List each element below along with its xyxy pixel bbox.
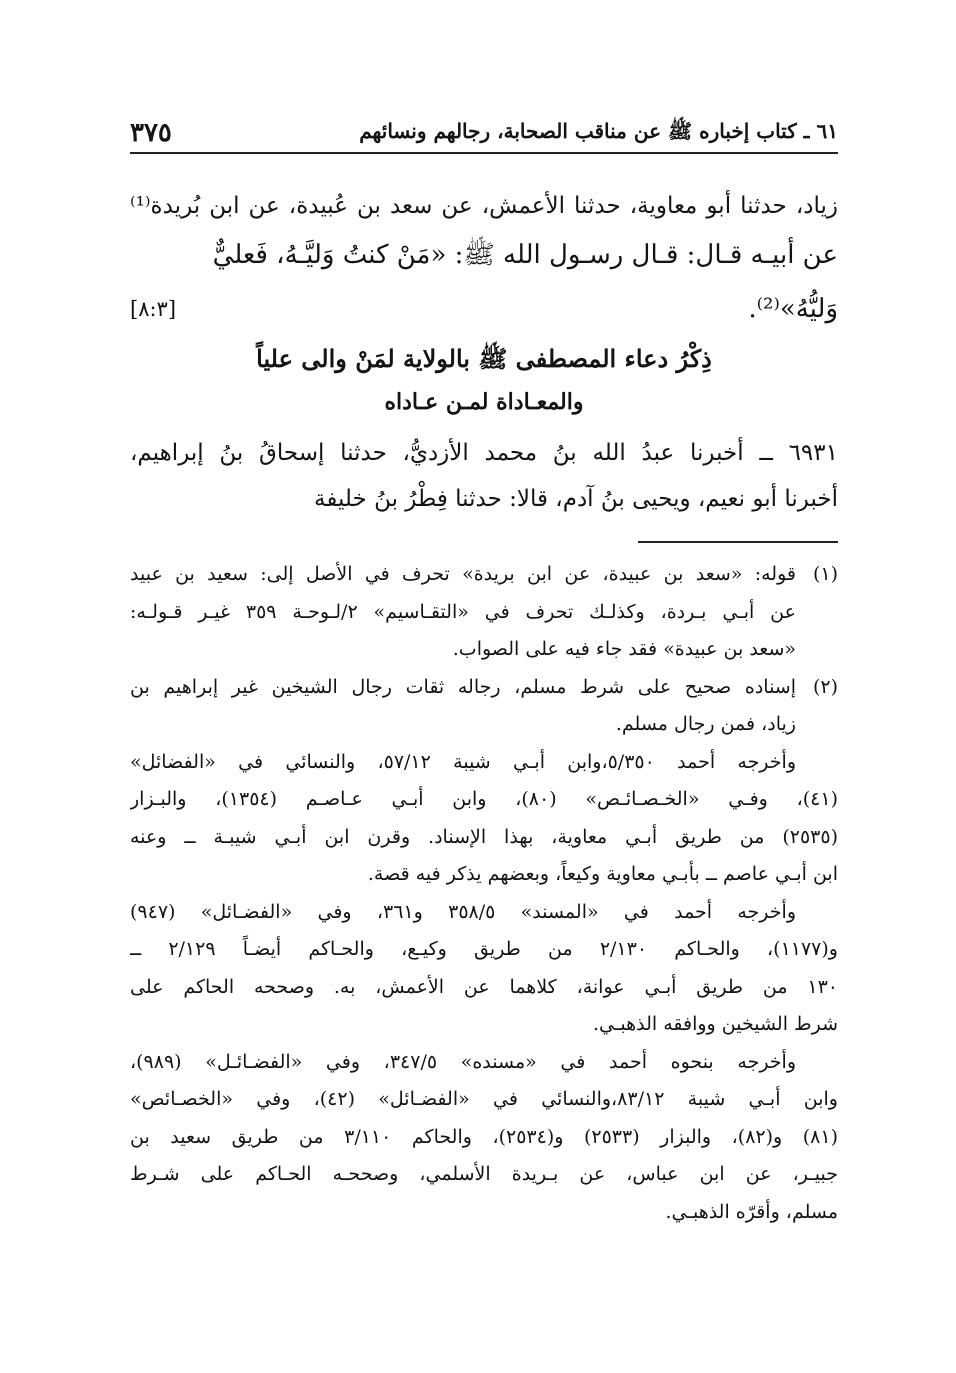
hadith-line: عن أبيـه قـال: قـال رسـول الله ﷺ: «مَنْ كنتُ وَليَّـهُ، فَعليٌّ: [212, 240, 838, 270]
footnote-paragraph: [130, 1044, 838, 1232]
text-line: زياد، حدثنا أبو معاوية، حدثنا الأعمش، عن سعد بن عُبيدة، عن ابن بُريدة⁽¹⁾: [130, 193, 838, 219]
footnote-line: عن أبـي بـردة، وكذلـك تحرف في «التقـاسيم» ٢/لـوحـة ٣٥٩ غيـر قـولـه:: [130, 600, 796, 623]
footnote-line: زياد، فمن رجال مسلم.: [615, 713, 796, 735]
footnote-line: (٢٥٣٥) من طريق أبـي معاوية، بهذا الإسناد. وقرن ابن أبـي شيبـة ــ وعنه: [130, 825, 838, 848]
footnote-text: [130, 669, 796, 744]
footnote-paragraph: [130, 744, 838, 894]
text-line: ٦٩٣١ ــ أخبرنا عبدُ الله بنُ محمد الأزديُّ، حدثنا إسحاقُ بنُ إبراهيم،: [130, 440, 838, 466]
footnote-line: (٤١)، وفـي «الخـصـائـص» (٨٠)، وابن أبـي عـاصـم (١٣٥٤)، والبـزار: [130, 788, 838, 810]
footnotes: [130, 556, 838, 1231]
heading-line-2: والمعـاداة لمـن عـاداه: [384, 389, 584, 415]
footnote-line: و(١١٧٧)، والحـاكم ٢/١٣٠ من طريق وكيـع، والحـاكم أيضـاً ٢/١٢٩ ــ: [130, 938, 838, 960]
hadith-isnad: [130, 430, 838, 522]
footnote-number: (٢): [812, 675, 838, 698]
footnote-line: وأخرجه بنحوه أحمد في «مسنده» ٣٤٧/٥، وفي «الفضـائـل» (٩٨٩)،: [130, 1050, 797, 1073]
heading-line-1: ذِكْرُ دعاء المصطفى ﷺ بالولاية لمَنْ والى علياً: [256, 344, 712, 373]
footnote-number: (١): [812, 563, 838, 585]
footnote-line: (٨١) و(٨٢)، والبزار (٢٥٣٣) و(٢٥٣٤)، والحاكم ٣/١١٠ من طريق سعيد بن: [130, 1125, 838, 1148]
footnote-line: وابن أبـي شيبة ٨٣/١٢،والنسائي في «الفضـائل» (٤٢)، وفي «الخصـائص»: [130, 1088, 838, 1110]
reference-marker: [٨:٣]: [130, 297, 177, 321]
footnote-line: وأخرجه أحمد ٥/٣٥٠،وابن أبـي شيبة ٥٧/١٢، والنسائي في «الفضائل»: [130, 750, 796, 773]
footnote-text: [130, 556, 796, 669]
chapter-heading: [130, 336, 838, 422]
footnote-line: مسلم، وأقرّه الذهبـي.: [665, 1200, 838, 1223]
footnote: [130, 669, 838, 744]
footnote-line: جبيـر، عن ابن عباس، عن بـريدة الأسلمي، وصححـه الحـاكم على شـرط: [130, 1163, 838, 1185]
footnote-line: قوله: «سعد بن عبيدة، عن ابن بريدة» تحرف في الأصل إلى: سعيد بن عبيد: [130, 563, 796, 585]
main-text: [130, 184, 838, 336]
footnote-paragraph: [130, 894, 838, 1044]
footnote: [130, 556, 838, 669]
page-header: [130, 114, 838, 154]
footnote-separator: [638, 541, 838, 543]
footnote-line: «سعد بن عبيدة» فقد جاء فيه على الصواب.: [452, 638, 796, 660]
footnote-line: ابن أبـي عاصم ــ بأبـي معاوية وكيعاً، وبعضهم يذكر فيه قصة.: [367, 863, 838, 885]
footnote-line: شرط الشيخين ووافقه الذهبـي.: [592, 1013, 838, 1035]
footnote-line: إسناده صحيح على شرط مسلم، رجاله ثقات رجال الشيخين غير إبراهيم بن: [130, 675, 796, 698]
text-line: أخبرنا أبو نعيم، ويحيى بنُ آدم، قالا: حدثنا فِطْرُ بنُ خليفة: [314, 486, 838, 512]
text-line-with-reference: [130, 282, 838, 336]
footnote-line: وأخرجه أحمد في «المسند» ٣٥٨/٥ و٣٦١، وفي «الفضـائل» (٩٤٧): [130, 900, 796, 923]
hadith-line: وَليُّهُ»⁽²⁾.: [748, 294, 838, 324]
page-number: ٣٧٥: [130, 118, 172, 148]
footnote-line: ١٣٠ من طريق أبـي عوانة، كلاهما عن الأعمش، به. وصححه الحاكم على: [130, 975, 838, 998]
running-title: ٦١ ـ كتاب إخباره ﷺ عن مناقب الصحابة، رجالهم ونسائهم: [359, 119, 838, 143]
